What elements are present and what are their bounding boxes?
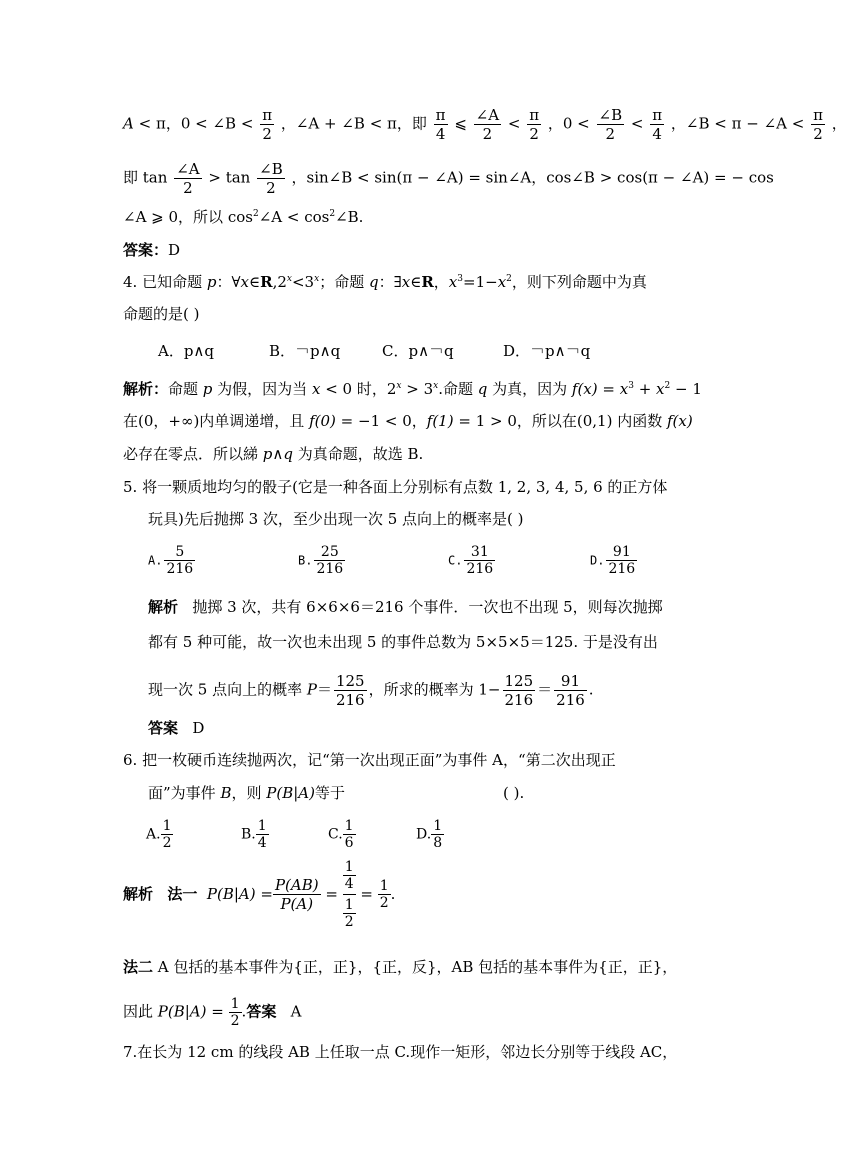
- nested-fraction: $\frac{\frac{1}{4}}{\frac{1}{2}}$: [344, 859, 354, 930]
- question-5-option-a: A. $\frac{5}{216}$: [148, 544, 194, 577]
- solution-4-line-2: 在(0，+∞)内单调递增，且 f(0) = −1 < 0，f(1) = 1 > 0，所以在(0,1) 内函数 f(x): [123, 412, 693, 430]
- answer-5: 答案 D: [148, 719, 205, 737]
- fraction-angle-b-over-2: $\frac{\angle B}{2}$: [598, 106, 623, 143]
- question-6-option-b: B. $\frac{1}{4}$: [241, 818, 267, 851]
- answer-3: 答案：D: [123, 241, 181, 259]
- question-5-line-2: 玩具)先后抛掷 3 次，至少出现一次 5 点向上的概率是( ): [148, 510, 524, 528]
- question-6-paren: ( ).: [503, 784, 525, 802]
- fraction-pi-over-4: $\frac{\pi}{4}$: [652, 106, 663, 143]
- fraction-pi-over-4: $\frac{\pi}{4}$: [435, 106, 446, 143]
- question-7-line-1: 7.在长为 12 cm 的线段 AB 上任取一点 C.现作一矩形，邻边长分别等于线段 AC，: [123, 1043, 678, 1061]
- prev-solution-line-2: 即 tan $\frac{\angle A}{2}$ > tan $\frac{\angle B}{2}$ ，sin∠B < sin(π − ∠A) = sin∠A，cos∠B > cos(π − ∠A) = − cos: [123, 160, 774, 197]
- solution-5-line-2: 都有 5 种可能，故一次也未出现 5 的事件总数为 5×5×5＝125. 于是没有出: [148, 633, 658, 651]
- question-6-line-2: 面”为事件 B，则 P(B|A)等于: [148, 784, 345, 802]
- solution-4-line-3: 必存在零点．所以綈 p∧q 为真命题，故选 B.: [123, 445, 424, 463]
- question-6-option-a: A. $\frac{1}{2}$: [146, 818, 172, 851]
- fraction-angle-b-over-2: $\frac{\angle B}{2}$: [259, 160, 283, 197]
- fraction-pi-over-2: $\frac{\pi}{2}$: [813, 106, 823, 143]
- fraction-angle-a-over-2: $\frac{\angle A}{2}$: [176, 160, 200, 197]
- question-4-line-1: 4. 已知命题 p：$\forall x\in R,2^x<3^x$；命题 q：∃x∈R，$x^3=1-x^2$，则下列命题中为真: [123, 273, 647, 291]
- fraction-pi-over-2: $\frac{\pi}{2}$: [529, 106, 540, 143]
- question-6-option-d: D. $\frac{1}{8}$: [416, 818, 443, 851]
- prev-solution-line-3: ∠A ⩾ 0，所以 $\cos^2\angle A$ < $\cos^2\angle B$.: [123, 208, 364, 226]
- question-4-option-b: B．￢p∧q: [269, 342, 341, 360]
- question-4-line-2: 命题的是( ): [123, 305, 200, 323]
- question-4-option-d: D．￢p∧￢q: [503, 342, 591, 360]
- solution-6-method-2-line-1: 法二 A 包括的基本事件为{正，正}，{正，反}，AB 包括的基本事件为{正，正}，: [123, 958, 678, 976]
- question-5-line-1: 5. 将一颗质地均匀的骰子(它是一种各面上分别标有点数 1, 2, 3, 4, 5, 6 的正方体: [123, 478, 668, 496]
- solution-6-method-2-line-2: 因此 P(B|A) = $\frac{1}{2}$ .答案 A: [123, 996, 302, 1029]
- prev-solution-line-1: A < π，0 < ∠B < $\frac{\pi}{2}$ ，∠A + ∠B < π，即 $\frac{\pi}{4}$ ⩽ $\frac{\angle A}{2}$ < $\frac{\pi}{2}$ ，0 < $\frac{\angle B}{2}$ < $\frac{\pi}{4}$ ，∠B < π − ∠A < $\frac{\pi}{2}$ ，: [123, 106, 847, 143]
- solution-5-line-3: 现一次 5 点向上的概率 P＝ $\frac{125}{216}$ ，所求的概率为 1− $\frac{125}{216}$ ＝ $\frac{91}{216}$ .: [148, 672, 594, 709]
- solution-4-line-1: 解析：命题 p 为假，因为当 x < 0 时，$2^x > 3^x$.命题 q 为真，因为 $f(x) = x^3 + x^2 - 1$: [123, 380, 702, 398]
- question-5-option-c: C. $\frac{31}{216}$: [448, 544, 494, 577]
- fraction-angle-a-over-2: $\frac{\angle A}{2}$: [475, 106, 500, 143]
- question-5-option-b: B. $\frac{25}{216}$: [298, 544, 344, 577]
- question-6-line-1: 6. 把一枚硬币连续抛两次，记“第一次出现正面”为事件 A，“第二次出现正: [123, 751, 616, 769]
- fraction-pi-over-2: $\frac{\pi}{2}$: [262, 106, 273, 143]
- question-5-option-d: D. $\frac{91}{216}$: [590, 544, 636, 577]
- solution-6-method-1: 解析 法一 P(B|A) = $\frac{P(AB)}{P(A)}$ = $\frac{\frac{1}{4}}{\frac{1}{2}}$ = $\frac{1}{2}$ .: [123, 859, 396, 930]
- question-4-option-c: C．p∧￢q: [382, 342, 454, 360]
- question-4-option-a: A．p∧q: [158, 342, 215, 360]
- solution-5-line-1: 解析 抛掷 3 次，共有 6×6×6＝216 个事件．一次也不出现 5，则每次抛掷: [148, 598, 663, 616]
- question-6-option-c: C. $\frac{1}{6}$: [328, 818, 354, 851]
